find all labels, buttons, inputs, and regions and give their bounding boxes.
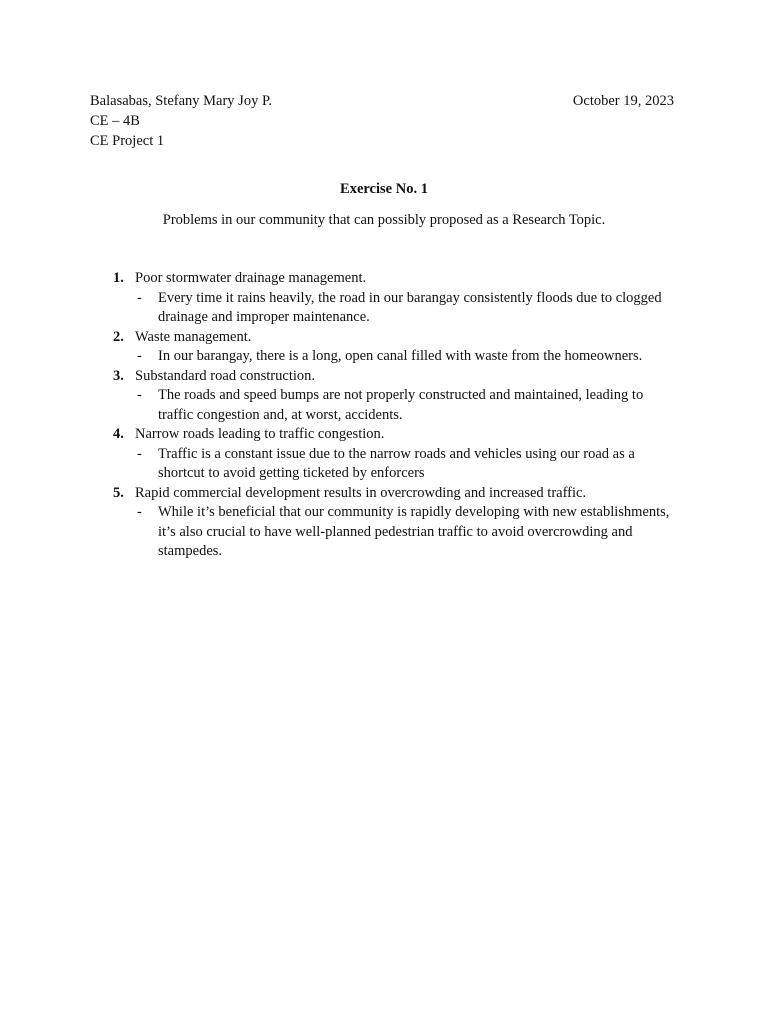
list-item-text: Narrow roads leading to traffic congestion. [135,426,385,442]
list-item [90,367,680,426]
list-item-detail [135,445,680,484]
exercise-subtitle: Problems in our community that can possibly proposed as a Research Topic. [162,212,606,228]
course-name: CE Project 1 [90,133,165,149]
document-date: October 19, 2023 [572,93,674,109]
list-item-detail-text: While it’s beneficial that our community is rapidly developing with new establishments, it’s also crucial to have well-planned pedestrian traffic to avoid overcrowding and stampedes. [158,504,670,559]
list-item [90,425,680,484]
list-item-number: 3. [113,367,124,384]
list-item-text: Substandard road construction. [135,367,316,384]
list-item-detail [135,289,680,328]
student-name: Balasabas, Stefany Mary Joy P. [90,93,273,109]
dash-bullet: - [137,289,142,306]
problem-list [90,269,680,562]
list-item-number: 5. [113,484,124,501]
list-item-text: Rapid commercial development results in overcrowding and increased traffic. [135,484,587,501]
dash-bullet: - [137,387,142,403]
document-header [90,92,674,152]
list-item-detail-text: Every time it rains heavily, the road in our barangay consistently floods due to clogged drainage and improper maintenance. [158,289,662,325]
list-item-detail [135,503,680,562]
student-section: CE – 4B [90,113,140,129]
list-item-detail [135,347,680,367]
dash-bullet: - [137,445,142,462]
list-item [90,328,680,367]
list-item-detail-text: The roads and speed bumps are not properly constructed and maintained, leading to traffic congestion and, at worst, accidents. [158,387,644,423]
exercise-title: Exercise No. 1 [340,181,428,197]
list-item-number: 4. [113,426,124,442]
list-item-detail-text: In our barangay, there is a long, open canal filled with waste from the homeowners. [158,348,643,364]
list-item-detail-text: Traffic is a constant issue due to the narrow roads and vehicles using our road as a shortcut to avoid getting ticketed by enforcers [158,445,635,481]
list-item-number: 1. [113,270,124,286]
list-item [90,484,680,562]
list-item-number: 2. [113,328,124,345]
list-item [90,269,680,328]
list-item-text: Waste management. [135,328,252,345]
dash-bullet: - [137,504,142,520]
list-item-text: Poor stormwater drainage management. [135,270,367,286]
dash-bullet: - [137,348,142,364]
list-item-detail [135,386,680,425]
